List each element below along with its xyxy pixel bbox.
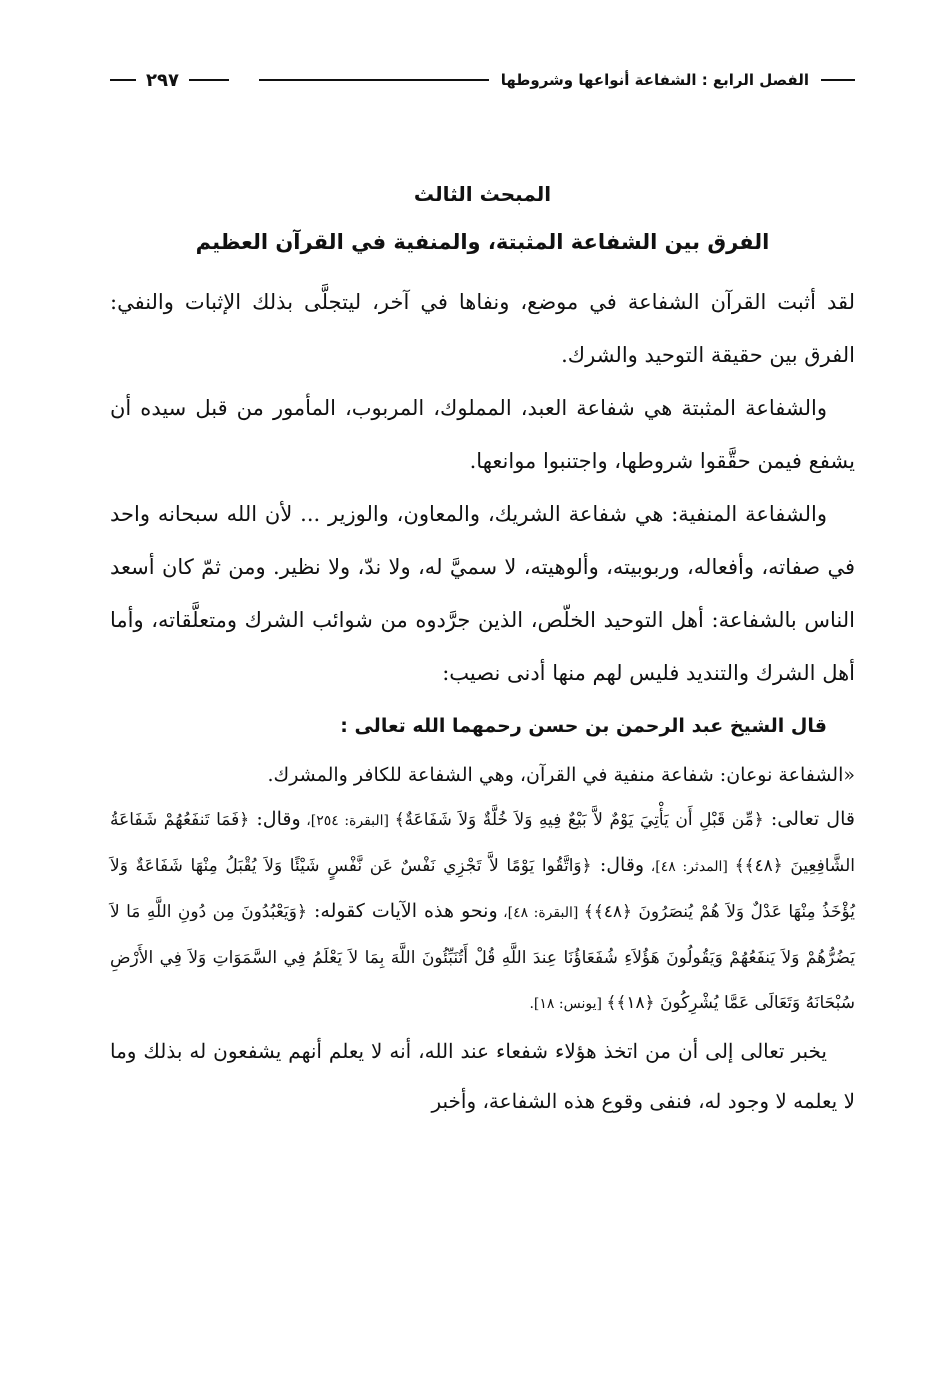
quote-verses [110, 797, 855, 1026]
header-chapter-title: الفصل الرابع : الشفاعة أنواعها وشروطها [500, 71, 809, 89]
quote-lead: وقال: [249, 808, 301, 830]
section-title: الفرق بين الشفاعة المثبتة، والمنفية في القرآن العظيم [195, 230, 770, 254]
page [110, 60, 855, 1126]
page-number: ٢٩٧ [146, 69, 179, 91]
quote-intro: قال الشيخ عبد الرحمن بن حسن رحمهما الله تعالى : [340, 715, 827, 737]
quote-lead: قال تعالى: [763, 808, 855, 830]
quote-lead: ونحو هذه الآيات كقوله: [306, 900, 498, 922]
verse-reference: [البقرة: ٢٥٤]، [300, 813, 395, 829]
header-chapter-group [259, 71, 855, 89]
header-rule-left [189, 79, 229, 81]
paragraph: والشفاعة المنفية: هي شفاعة الشريك، والمعاون، والوزير ... لأن الله سبحانه واحد في صفاته، وأفعاله، وربوبيته، وألوهيته، لا سميَّ له، ولا ندّ، ولا نظير. ومن ثمّ كان أسعد الناس بالشفاعة: أهل التوحيد الخلّص، الذين جرَّدوه من شوائب الشرك ومتعلَّقاته، وأما أهل الشرك والتنديد فليس لهم منها أدنى نصيب: [110, 502, 855, 685]
quote-lead: وقال: [591, 854, 645, 876]
continuation-text [110, 1026, 855, 1126]
header-page-group [110, 70, 229, 91]
chapter-title: المبحث الثالث [413, 182, 552, 206]
header-dash [821, 79, 855, 81]
quran-verse: ﴿وَاتَّقُوا يَوْمًا لاَّ تَجْزِي نَفْسٌ عَن نَّفْسٍ شَيْئًا وَلاَ يُقْبَلُ مِنْهَا شَفَاعَةٌ وَلاَ يُؤْخَذُ مِنْهَا عَدْلٌ وَلاَ هُمْ يُنصَرُونَ ﴿٤٨﴾﴾ [110, 856, 855, 922]
paragraph: يخبر تعالى إلى أن من اتخذ هؤلاء شفعاء عند الله، أنه لا يعلم أنهم يشفعون له بذلك وما لا يعلمه لا وجود له، فنفى وقوع هذه الشفاعة، وأخبر [110, 1039, 855, 1113]
body-text [110, 276, 855, 753]
header-rule [259, 79, 489, 81]
quran-verse: ﴿وَيَعْبُدُونَ مِن دُونِ اللَّهِ مَا لاَ يَضُرُّهُمْ وَلاَ يَنفَعُهُمْ وَيَقُولُونَ هَؤُلاَءِ شُفَعَاؤُنَا عِندَ اللَّهِ قُلْ أَتُنَبِّئُونَ اللَّهَ بِمَا لاَ يَعْلَمُ فِي السَّمَوَاتِ وَلاَ فِي الأَرْضِ سُبْحَانَهُ وَتَعَالَى عَمَّا يُشْرِكُونَ ﴿١٨﴾﴾ [110, 902, 855, 1013]
paragraph: والشفاعة المثبتة هي شفاعة العبد، المملوك، المربوب، المأمور من قبل سيده أن يشفع فيمن حقَّقوا شروطها، واجتنبوا موانعها. [110, 396, 855, 473]
verse-reference: [يونس: ١٨]. [529, 996, 607, 1012]
verse-reference: [البقرة: ٤٨]، [497, 905, 584, 921]
verse-reference: [المدثر: ٤٨]، [644, 859, 735, 875]
quran-verse: ﴿مِّن قَبْلِ أَن يَأْتِيَ يَوْمٌ لاَّ بَيْعٌ فِيهِ وَلاَ خُلَّةٌ وَلاَ شَفَاعَةٌ﴾ [394, 810, 764, 830]
quote-block [110, 753, 855, 1026]
running-header [110, 60, 855, 100]
quran-verse: ﴿فَمَا تَنفَعُهُمْ شَفَاعَةُ الشَّافِعِينَ ﴿٤٨﴾﴾ [110, 810, 855, 876]
paragraph: لقد أثبت القرآن الشفاعة في موضع، ونفاها في آخر، ليتجلَّى بذلك الإثبات والنفي: الفرق بين حقيقة التوحيد والشرك. [110, 290, 855, 367]
quote-line: «الشفاعة نوعان: شفاعة منفية في القرآن، وهي الشفاعة للكافر والمشرك. [267, 764, 855, 786]
header-dash-left [110, 79, 136, 81]
